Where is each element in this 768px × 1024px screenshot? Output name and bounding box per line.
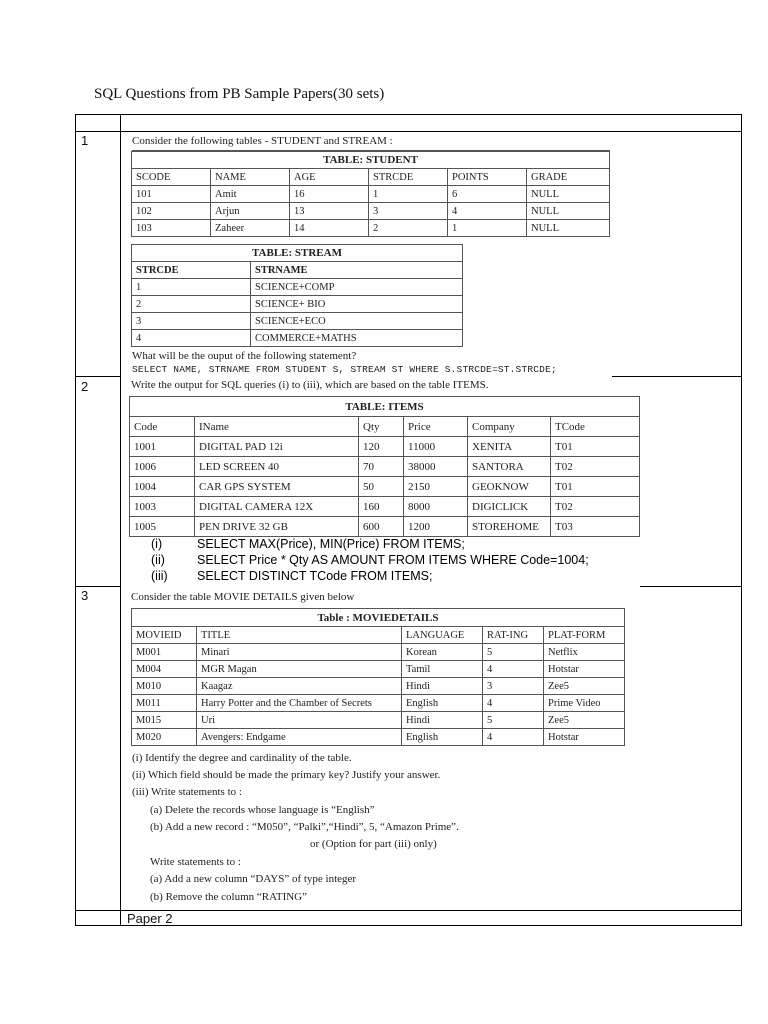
cell: XENITA — [468, 437, 551, 457]
column-header: Price — [404, 417, 468, 437]
cell: Hindi — [402, 678, 483, 695]
table-row — [130, 477, 640, 497]
cell: Arjun — [211, 203, 290, 220]
question-line: (i) Identify the degree and cardinality of the table. — [132, 752, 352, 764]
cell: 1006 — [130, 457, 195, 477]
row-divider — [75, 586, 121, 587]
cell: 4 — [132, 330, 251, 347]
query-label: (iii) — [151, 569, 168, 583]
cell: Uri — [197, 712, 402, 729]
cell: M020 — [132, 729, 197, 746]
cell: 70 — [359, 457, 404, 477]
row-divider — [612, 376, 742, 377]
table-row — [130, 457, 640, 477]
table-row — [132, 644, 625, 661]
items-table — [129, 396, 640, 537]
cell: SCIENCE+COMP — [251, 279, 463, 296]
cell: 8000 — [404, 497, 468, 517]
cell: Minari — [197, 644, 402, 661]
table-row — [130, 517, 640, 537]
question-intro: Consider the table MOVIE DETAILS given below — [131, 591, 355, 603]
question-line: or (Option for part (iii) only) — [310, 838, 437, 850]
column-header: MOVIEID — [132, 627, 197, 644]
section-label: Paper 2 — [127, 911, 173, 926]
table-row — [132, 186, 610, 203]
question-line: (ii) Which field should be made the primary key? Justify your answer. — [132, 769, 441, 781]
cell: T02 — [551, 457, 640, 477]
table-row — [130, 437, 640, 457]
table-caption: TABLE: STREAM — [132, 245, 463, 262]
query-text: SELECT DISTINCT TCode FROM ITEMS; — [197, 569, 433, 583]
cell: DIGITAL CAMERA 12X — [195, 497, 359, 517]
cell: Netflix — [544, 644, 625, 661]
cell: Kaagaz — [197, 678, 402, 695]
cell: 50 — [359, 477, 404, 497]
cell: MGR Magan — [197, 661, 402, 678]
cell: 1004 — [130, 477, 195, 497]
cell: T02 — [551, 497, 640, 517]
question-line: (b) Remove the column “RATING” — [150, 891, 308, 903]
table-row — [130, 497, 640, 517]
cell: 5 — [483, 644, 544, 661]
question-number: 3 — [81, 588, 89, 603]
cell: 1003 — [130, 497, 195, 517]
cell: M010 — [132, 678, 197, 695]
cell: Hindi — [402, 712, 483, 729]
page-title: SQL Questions from PB Sample Papers(30 sets) — [94, 86, 385, 102]
cell: 4 — [483, 729, 544, 746]
sql-query — [151, 537, 465, 551]
column-header: Code — [130, 417, 195, 437]
column-header: AGE — [290, 169, 369, 186]
question-intro: Write the output for SQL queries (i) to (iii), which are based on the table ITEMS. — [131, 379, 489, 391]
table-caption: TABLE: STUDENT — [132, 152, 610, 169]
cell: 13 — [290, 203, 369, 220]
cell: Prime Video — [544, 695, 625, 712]
cell: DIGITAL PAD 12i — [195, 437, 359, 457]
query-label: (i) — [151, 537, 163, 551]
cell: 4 — [448, 203, 527, 220]
question-intro: Consider the following tables - STUDENT and STREAM : — [132, 135, 393, 147]
cell: 120 — [359, 437, 404, 457]
question-number: 1 — [81, 133, 89, 148]
cell: 101 — [132, 186, 211, 203]
cell: SCIENCE+ECO — [251, 313, 463, 330]
cell: 2150 — [404, 477, 468, 497]
table-row — [132, 712, 625, 729]
cell: 102 — [132, 203, 211, 220]
cell: 16 — [290, 186, 369, 203]
row-divider — [640, 586, 742, 587]
cell: M001 — [132, 644, 197, 661]
question-text: What will be the ouput of the following statement? — [132, 350, 357, 362]
table-caption: Table : MOVIEDETAILS — [132, 609, 625, 627]
table-row — [132, 330, 463, 347]
cell: SCIENCE+ BIO — [251, 296, 463, 313]
cell: 1200 — [404, 517, 468, 537]
column-header: Company — [468, 417, 551, 437]
table-row — [132, 661, 625, 678]
cell: 1 — [132, 279, 251, 296]
cell: Hotstar — [544, 661, 625, 678]
cell: GEOKNOW — [468, 477, 551, 497]
cell: Avengers: Endgame — [197, 729, 402, 746]
cell: NULL — [527, 203, 610, 220]
question-line: (a) Add a new column “DAYS” of type integer — [150, 873, 357, 885]
sql-query — [151, 569, 432, 583]
sql-statement: SELECT NAME, STRNAME FROM STUDENT S, STREAM ST WHERE S.STRCDE=ST.STRCDE; — [132, 364, 557, 375]
question-line: (b) Add a new record : “M050”, “Palki”,“Hindi”, 5, “Amazon Prime”. — [150, 821, 459, 833]
cell: T01 — [551, 477, 640, 497]
cell: 2 — [132, 296, 251, 313]
header-row-divider — [75, 131, 742, 132]
cell: 6 — [448, 186, 527, 203]
row-divider — [75, 910, 742, 911]
cell: English — [402, 729, 483, 746]
question-number: 2 — [81, 379, 89, 394]
cell: 600 — [359, 517, 404, 537]
cell: 3 — [483, 678, 544, 695]
cell: Harry Potter and the Chamber of Secrets — [197, 695, 402, 712]
query-label: (ii) — [151, 553, 165, 567]
query-text: SELECT Price * Qty AS AMOUNT FROM ITEMS WHERE Code=1004; — [197, 553, 589, 567]
cell: Amit — [211, 186, 290, 203]
cell: DIGICLICK — [468, 497, 551, 517]
cell: PEN DRIVE 32 GB — [195, 517, 359, 537]
column-header: IName — [195, 417, 359, 437]
cell: 1 — [369, 186, 448, 203]
cell: M011 — [132, 695, 197, 712]
cell: LED SCREEN 40 — [195, 457, 359, 477]
cell: 103 — [132, 220, 211, 237]
cell: 1005 — [130, 517, 195, 537]
cell: 14 — [290, 220, 369, 237]
cell: STOREHOME — [468, 517, 551, 537]
table-row — [132, 296, 463, 313]
cell: 5 — [483, 712, 544, 729]
cell: 4 — [483, 661, 544, 678]
cell: 160 — [359, 497, 404, 517]
table-row — [132, 313, 463, 330]
cell: 2 — [369, 220, 448, 237]
cell: 1001 — [130, 437, 195, 457]
cell: SANTORA — [468, 457, 551, 477]
cell: M015 — [132, 712, 197, 729]
cell: NULL — [527, 186, 610, 203]
question-line: Write statements to : — [150, 856, 241, 868]
table-row — [132, 203, 610, 220]
cell: NULL — [527, 220, 610, 237]
cell: 1 — [448, 220, 527, 237]
table-row — [132, 220, 610, 237]
column-header: GRADE — [527, 169, 610, 186]
query-text: SELECT MAX(Price), MIN(Price) FROM ITEMS; — [197, 537, 465, 551]
student-table — [131, 151, 610, 237]
table-row — [132, 678, 625, 695]
cell: Zee5 — [544, 712, 625, 729]
cell: COMMERCE+MATHS — [251, 330, 463, 347]
stream-table — [131, 244, 463, 347]
row-divider — [75, 376, 121, 377]
cell: CAR GPS SYSTEM — [195, 477, 359, 497]
column-header: POINTS — [448, 169, 527, 186]
column-header: NAME — [211, 169, 290, 186]
column-header: SCODE — [132, 169, 211, 186]
cell: M004 — [132, 661, 197, 678]
movies-table — [131, 608, 625, 746]
table-row — [132, 729, 625, 746]
cell: 4 — [483, 695, 544, 712]
cell: 38000 — [404, 457, 468, 477]
column-header: STRCDE — [132, 262, 251, 279]
column-header: STRCDE — [369, 169, 448, 186]
column-header: PLAT-FORM — [544, 627, 625, 644]
cell: Zaheer — [211, 220, 290, 237]
column-header: TITLE — [197, 627, 402, 644]
cell: T01 — [551, 437, 640, 457]
question-line: (a) Delete the records whose language is “English” — [150, 804, 375, 816]
column-header: LANGUAGE — [402, 627, 483, 644]
table-caption: TABLE: ITEMS — [130, 397, 640, 417]
cell: Korean — [402, 644, 483, 661]
column-header: TCode — [551, 417, 640, 437]
table-row — [132, 279, 463, 296]
column-divider — [120, 114, 121, 926]
cell: Tamil — [402, 661, 483, 678]
cell: English — [402, 695, 483, 712]
cell: 11000 — [404, 437, 468, 457]
cell: Zee5 — [544, 678, 625, 695]
sql-query — [151, 553, 589, 567]
cell: Hotstar — [544, 729, 625, 746]
column-header: RAT-ING — [483, 627, 544, 644]
column-header: Qty — [359, 417, 404, 437]
question-line: (iii) Write statements to : — [132, 786, 242, 798]
table-row — [132, 695, 625, 712]
cell: 3 — [132, 313, 251, 330]
cell: T03 — [551, 517, 640, 537]
cell: 3 — [369, 203, 448, 220]
column-header: STRNAME — [251, 262, 463, 279]
